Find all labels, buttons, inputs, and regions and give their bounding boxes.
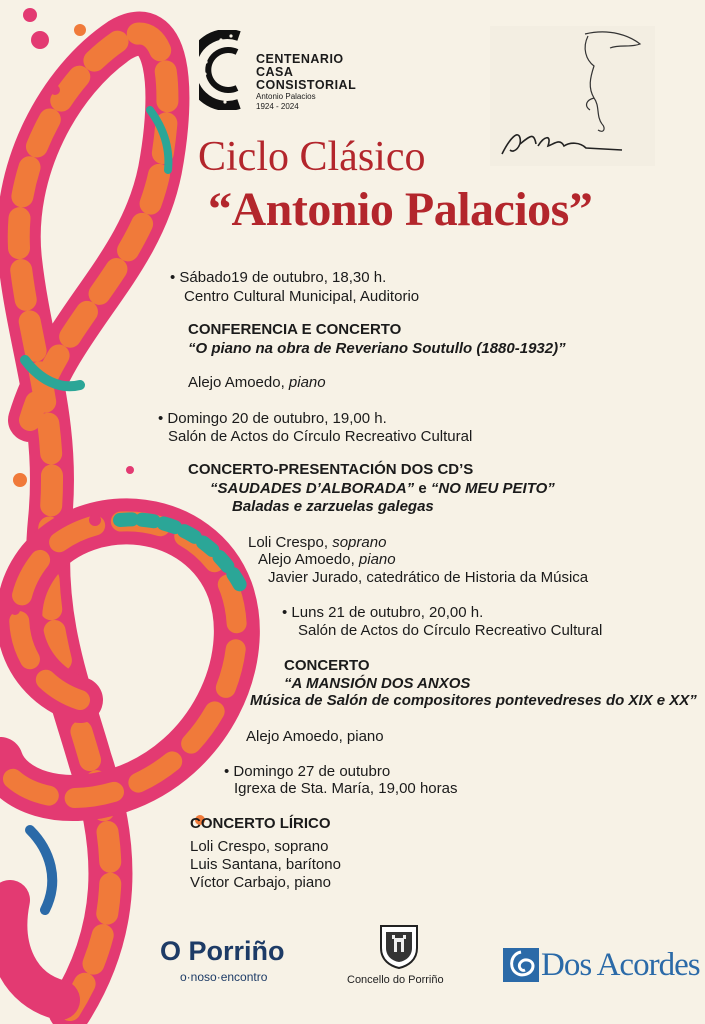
- dos-acordes-logo: Dos Acordes: [541, 947, 700, 983]
- event2-performer1-role: soprano: [332, 534, 387, 551]
- event2-performer2: [258, 551, 396, 569]
- event1-subtitle: “O piano na obra de Reveriano Soutullo (1880-1932)”: [188, 340, 566, 357]
- event4-performer1: Loli Crespo, soprano: [190, 838, 329, 855]
- event1-performer: [188, 374, 326, 392]
- porrino-logo: O Porriño: [160, 936, 285, 966]
- event1-performer-name: Alejo Amoedo,: [188, 374, 285, 391]
- logo-text-casa: CASA: [256, 65, 294, 79]
- dos-acordes-icon: [503, 948, 539, 982]
- event3-subtitle1: “A MANSIÓN DOS ANXOS: [284, 675, 471, 692]
- event1-performer-role: piano: [288, 374, 326, 391]
- event2-album2: “NO MEU PEITO”: [430, 480, 555, 497]
- event2-performer3: Javier Jurado, catedrático de Historia da Música: [268, 569, 589, 586]
- event2-date: • Domingo 20 de outubro, 19,00 h.: [158, 410, 387, 427]
- event2-album1: “SAUDADES D’ALBORADA”: [210, 480, 415, 497]
- event1-date: • Sábado19 de outubro, 18,30 h.: [170, 269, 387, 286]
- logo-text-centenario: CENTENARIO: [256, 52, 344, 66]
- porrino-tagline: o·noso·encontro: [180, 970, 268, 984]
- event2-and: e: [418, 480, 427, 497]
- palacios-portrait-sketch: [490, 26, 655, 166]
- event2-subtitle1: [210, 480, 555, 498]
- logo-text-antonio-palacios: Antonio Palacios: [256, 92, 316, 101]
- event4-date: • Domingo 27 de outubro: [224, 763, 391, 780]
- event2-performer2-name: Alejo Amoedo,: [258, 551, 355, 568]
- event3-subtitle2: Música de Salón de compositores pontevedreses do XIX e XX”: [250, 692, 697, 709]
- event2-venue: Salón de Actos do Círculo Recreativo Cultural: [168, 428, 473, 445]
- centenario-emblem-icon: [199, 30, 245, 110]
- title-antonio-palacios: “Antonio Palacios”: [208, 183, 593, 236]
- logo-text-years: 1924 - 2024: [256, 102, 299, 111]
- event1-venue: Centro Cultural Municipal, Auditorio: [184, 288, 420, 305]
- logo-text-consistorial: CONSISTORIAL: [256, 78, 357, 92]
- title-ciclo-clasico: Ciclo Clásico: [198, 134, 426, 180]
- event4-performer2: Luis Santana, barítono: [190, 856, 341, 873]
- event2-performer1-name: Loli Crespo,: [248, 534, 329, 551]
- event3-performer: Alejo Amoedo, piano: [246, 728, 384, 745]
- event4-venue: Igrexa de Sta. María, 19,00 horas: [234, 780, 458, 797]
- event3-venue: Salón de Actos do Círculo Recreativo Cultural: [298, 622, 603, 639]
- concello-shield-icon: [378, 922, 420, 970]
- event2-heading: CONCERTO-PRESENTACIÓN DOS CD’S: [188, 461, 474, 478]
- event2-performer2-role: piano: [358, 551, 396, 568]
- event4-performer3: Víctor Carbajo, piano: [190, 874, 331, 891]
- event3-heading: CONCERTO: [284, 657, 370, 674]
- event2-subtitle2: Baladas e zarzuelas galegas: [232, 498, 434, 515]
- event2-performer1: [248, 534, 386, 552]
- event1-heading: CONFERENCIA E CONCERTO: [188, 321, 402, 338]
- event4-heading: CONCERTO LÍRICO: [190, 815, 331, 832]
- event3-date: • Luns 21 de outubro, 20,00 h.: [282, 604, 484, 621]
- concello-label: Concello do Porriño: [347, 974, 444, 986]
